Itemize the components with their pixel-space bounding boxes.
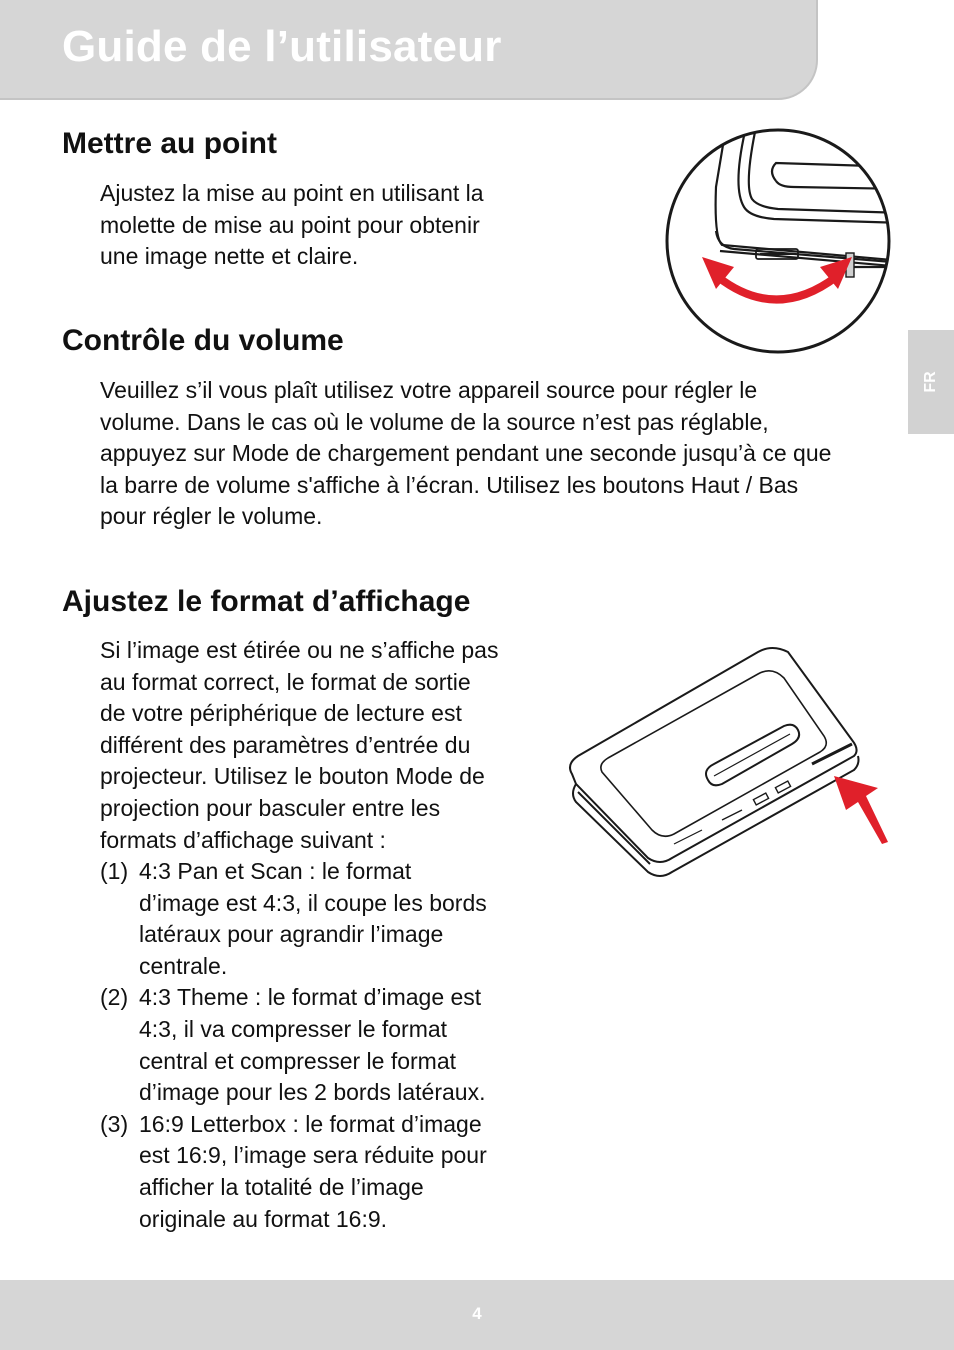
format-list [100,856,540,1235]
page-number: 4 [472,1304,482,1323]
paragraph-volume: Veuillez s’il vous plaît utilisez votre appareil source pour régler le volume. Dans le cas où le volume de la source n’est pas réglable, appuyez sur Mode de chargement pendant une seconde jusqu’à ce que la barre de volume s'affiche à l’écran. Utilisez les boutons Haut / Bas pour régler le volume. [100,377,832,530]
paragraph-format: Si l’image est étirée ou ne s’affiche pas au format correct, le format de sortie de votre périphérique de lecture est différent des paramètres d’entrée du projecteur. Utilisez le bouton Mode de projection pour basculer entre les formats d’affichage suivant : [100,637,499,853]
list-item: (2) 4:3 Theme : le format d’image est 4:3, il va compresser le format central et compresser le format d’image pour les 2 bords latéraux. [100,984,486,1106]
heading-focus: Mettre au point [62,127,277,160]
page-title: Guide de l’utilisateur [62,22,502,71]
arrow-icon [834,776,888,844]
list-item: (3) 16:9 Letterbox : le format d’image est 16:9, l’image sera réduite pour afficher la totalité de l’image originale au format 16:9. [100,1110,487,1232]
header-tab [0,0,818,100]
list-item: (1) 4:3 Pan et Scan : le format d’image est 4:3, il coupe les bords latéraux pour agrandir l’image centrale. [100,858,487,979]
language-label: FR [922,371,939,393]
footer-bar [0,1280,954,1350]
heading-volume: Contrôle du volume [62,324,344,357]
projector-illustration [562,644,892,876]
language-tab [908,330,954,434]
focus-dial-illustration [664,127,892,355]
heading-format: Ajustez le format d’affichage [62,585,471,618]
paragraph-focus: Ajustez la mise au point en utilisant la molette de mise au point pour obtenir une image nette et claire. [100,180,484,270]
